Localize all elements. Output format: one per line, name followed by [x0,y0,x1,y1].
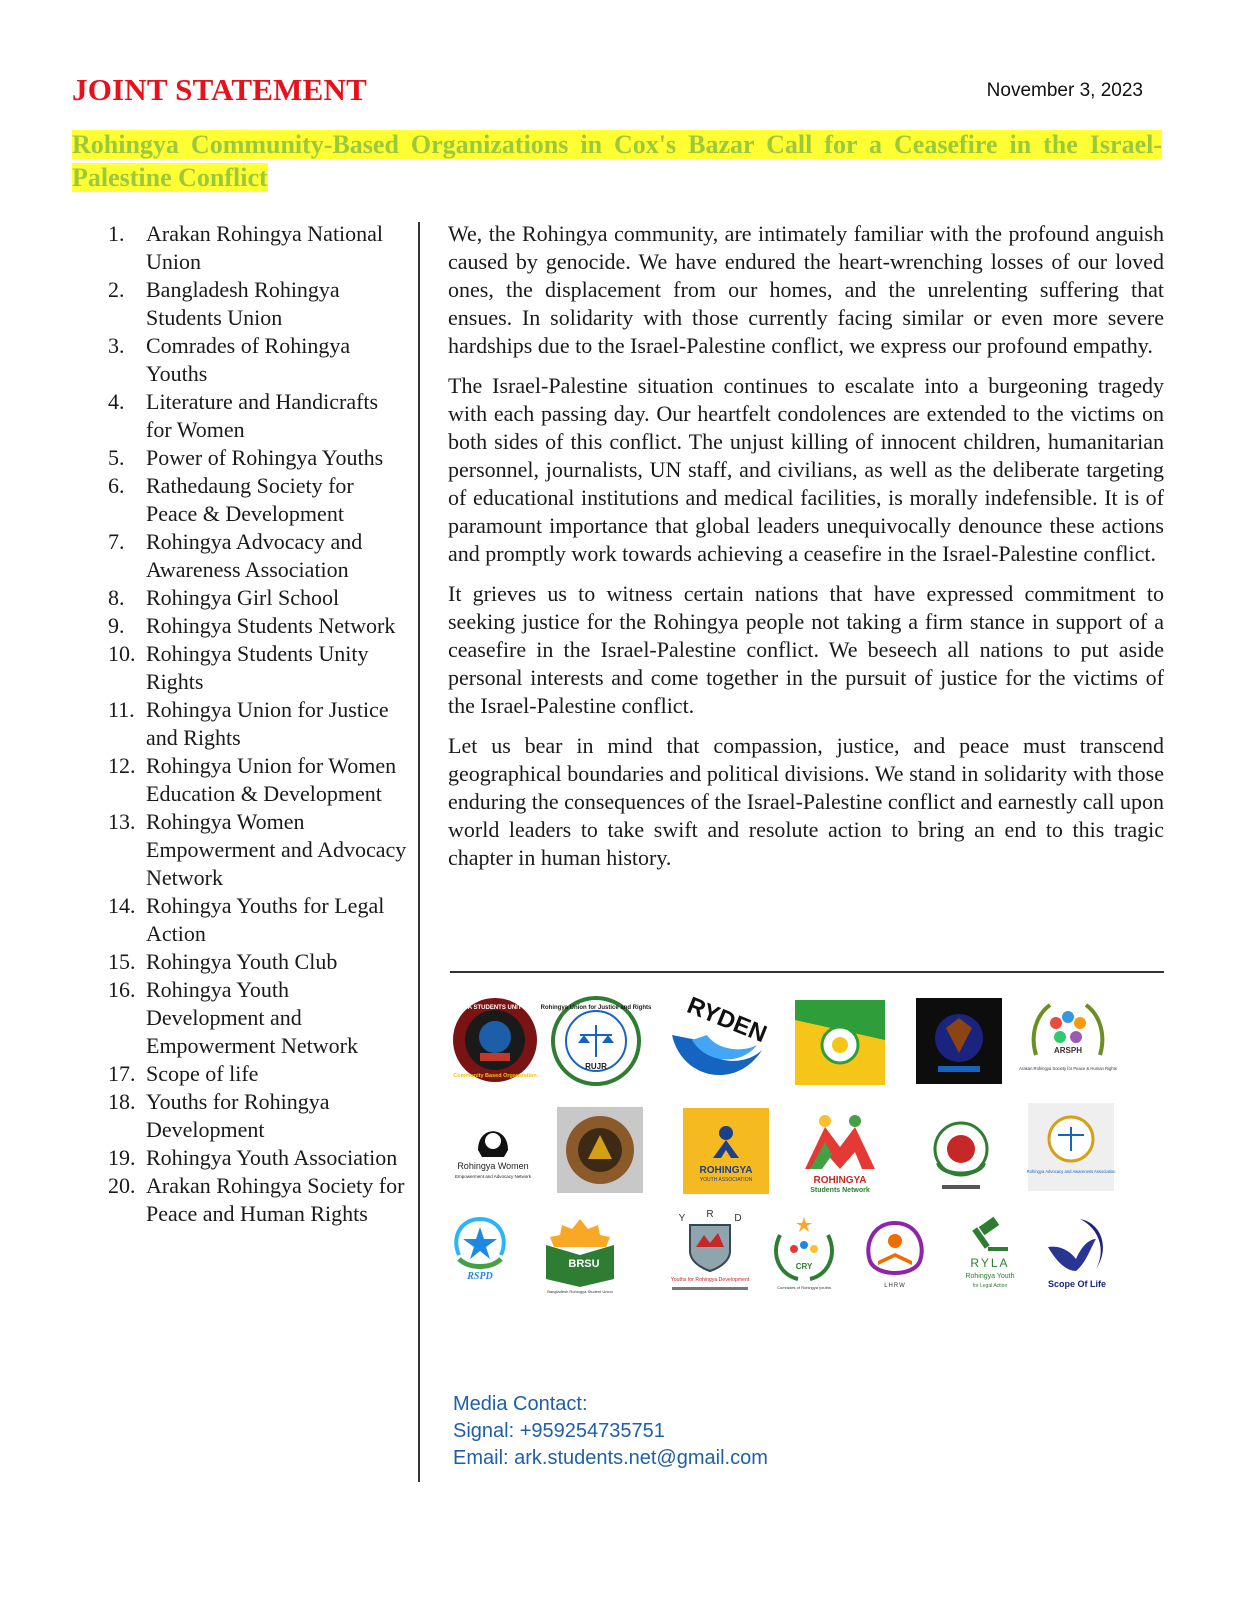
organization-name: Scope of life [146,1061,259,1086]
scope-of-life-logo-text: Scope Of Life [1047,1279,1107,1289]
organization-number: 8. [108,585,125,610]
media-contact [453,1391,768,1472]
ryden-logo-text: RYDEN [683,991,771,1049]
statement-title: JOINT STATEMENT [72,72,367,107]
green-yellow-logo [795,1000,885,1085]
organization-name: Rohingya Youths for Legal Action [146,893,385,946]
organization-item [108,584,408,612]
lhrw-logo-text: LHRW [884,1283,906,1289]
ryden-logo [662,991,777,1095]
scope-of-life-logo [1040,1215,1114,1295]
lhrw-logo [860,1217,930,1293]
rsur-logo [440,995,550,1085]
organization-name: Bangladesh Rohingya Students Union [146,277,340,330]
rujr-logo-abbr: RUJR [585,1062,607,1071]
organization-item [108,640,408,696]
organization-number: 19. [108,1145,136,1170]
yrd-logo-letter-y: Y [678,1213,686,1224]
organization-number: 3. [108,333,125,358]
bronze-emblem-logo [557,1107,643,1193]
arsph-logo-text: ARSPH [1053,1046,1083,1055]
logo-divider [450,971,1164,973]
organization-name: Rohingya Youth Club [146,949,338,974]
contact-email: Email: ark.students.net@gmail.com [453,1447,768,1469]
organization-number: 6. [108,473,125,498]
rsn-logo [800,1107,880,1195]
rsur-logo-text: ROHINGYA STUDENTS UNITY RIGHTS [440,1005,550,1011]
headline [72,128,1162,194]
organization-name: Rohingya Union for Justice and Rights [146,697,389,750]
brsu-logo [540,1215,620,1295]
dark-emblem-logo [916,998,1002,1084]
media-contact-heading: Media Contact: [453,1393,588,1415]
organization-number: 17. [108,1061,136,1086]
organization-name: Rathedaung Society for Peace & Development [146,473,354,526]
cry-logo-subtext: Comrades of Rohingya youths [777,1285,831,1290]
organization-name: Rohingya Girl School [146,585,340,610]
organization-name: Rohingya Union for Women Education & Development [146,753,397,806]
paragraph-1: We, the Rohingya community, are intimately familiar with the profound anguish caused by genocide. We have endured the heart-wrenching losses of our loved ones, the displacement from our homes, and the unrelenting suffering that ensues. In solidarity with those currently facing similar or even more severe hardships due to the Israel-Palestine conflict, we express our profound empathy. [448,221,1164,358]
rspd-logo-text: RSPD [467,1271,493,1282]
arsph-logo-subtext: Arakan Rohingya Society for Peace & Human Rights [1019,1066,1117,1071]
arsph-logo [1019,995,1117,1087]
organization-number: 16. [108,977,136,1002]
rya-logo-text: ROHINGYA [699,1165,753,1176]
column-divider [418,222,420,1482]
organization-number: 5. [108,445,125,470]
organization-item [108,892,408,948]
organization-number: 12. [108,753,136,778]
organization-item [108,220,408,276]
organization-item [108,276,408,332]
organization-number: 11. [108,697,135,722]
organization-name: Power of Rohingya Youths [146,445,384,470]
yrd-logo-letter-r: R [706,1209,714,1220]
rwean-logo-subtext: Empowerment and Advocacy Network [454,1174,532,1179]
cry-logo-text: CRY [795,1262,813,1271]
statement-date: November 3, 2023 [986,80,1143,101]
ryla-logo-subtext: Rohingya Youth [965,1273,1015,1280]
organization-item [108,752,408,808]
organization-item [108,808,408,892]
cry-logo [768,1215,840,1293]
organization-name: Arakan Rohingya Society for Peace and Human Rights [146,1173,405,1226]
organization-number: 20. [108,1173,136,1198]
organization-item [108,472,408,528]
ryla-logo-subtext-2: for Legal Action [972,1283,1008,1289]
organization-item [108,976,408,1060]
organization-name: Rohingya Advocacy and Awareness Association [146,529,363,582]
paragraph-3: It grieves us to witness certain nations that have expressed commitment to seeking justice for the Rohingya people not taking a firm stance in support of a ceasefire in the Israel-Palestine conflict. We beseech all nations to put aside personal interests and come together in the pursuit of justice for the victims of the Israel-Palestine conflict. [448,581,1164,718]
organization-number: 13. [108,809,136,834]
organization-name: Arakan Rohingya National Union [146,221,384,274]
organization-number: 18. [108,1089,136,1114]
paragraph-2: The Israel-Palestine situation continues to escalate into a burgeoning tragedy with each passing day. Our heartfelt condolences are extended to the victims on both sides of this conflict. The unjust killing of innocent children, humanitarian personnel, journalists, UN staff, and civilians, as well as the deliberate targeting of educational institutions and medical facilities, is morally indefensible. It is of paramount importance that global leaders unequivocally denounce these actions and promptly work towards achieving a ceasefire in the Israel-Palestine conflict. [448,373,1164,566]
rujr-logo-text: Rohingya Union for Justice and Rights [540,1005,652,1011]
organization-name: Comrades of Rohingya Youths [146,333,351,386]
rya-logo [683,1108,769,1194]
yrd-logo-letter-d: D [734,1213,742,1224]
rspd-logo [445,1213,515,1285]
organization-item [108,332,408,388]
organization-item [108,1172,408,1228]
logo-grid [440,991,1164,1345]
organization-item [108,528,408,584]
organization-number: 2. [108,277,125,302]
ryla-logo [940,1217,1040,1293]
organization-number: 4. [108,389,125,414]
organization-name: Rohingya Students Unity Rights [146,641,369,694]
rsn-logo-subtext: Students Network [810,1187,870,1194]
rwean-logo [438,1115,548,1185]
organization-name: Rohingya Students Network [146,613,396,638]
raaa-logo [1028,1103,1114,1191]
organization-name: Literature and Handicrafts for Women [146,389,379,442]
organization-item [108,696,408,752]
rsn-logo-text: ROHINGYA [813,1175,867,1186]
rsur-logo-subtext: Community Based Organization [453,1073,537,1079]
organization-item [108,388,408,444]
rya-logo-subtext: YOUTH ASSOCIATION [699,1177,753,1183]
ryla-logo-text: RYLA [970,1256,1010,1270]
signal-number: Signal: +959254735751 [453,1420,665,1442]
organization-number: 14. [108,893,136,918]
organization-number: 10. [108,641,136,666]
organization-name: Rohingya Youth Development and Empowerment Network [146,977,358,1058]
yrd-logo-subtext: Youths for Rohingya Development [670,1277,750,1283]
statement-body [448,220,1164,884]
headline-text: Rohingya Community-Based Organizations in Cox's Bazar Call for a Ceasefire in the Israel-Palestine Conflict [72,130,1162,192]
paragraph-4: Let us bear in mind that compassion, justice, and peace must transcend geographical boundaries and political divisions. We stand in solidarity with those enduring the consequences of the Israel-Palestine conflict and earnestly call upon world leaders to take swift and resolute action to bring an end to this tragic chapter in human history. [448,733,1164,870]
organization-item [108,444,408,472]
organization-number: 1. [108,221,125,246]
organization-name: Rohingya Youth Association [146,1145,398,1170]
green-red-emblem-logo [928,1113,994,1195]
organization-item [108,612,408,640]
rwean-logo-text: Rohingya Women [457,1161,529,1171]
organization-list [108,220,408,1228]
raaa-logo-subtext: Rohingya Advocacy and Awareness Association [1026,1169,1116,1174]
organization-item [108,1144,408,1172]
brsu-logo-subtext: Bangladesh Rohingya Student Union [547,1289,613,1294]
organization-number: 9. [108,613,125,638]
organization-name: Youths for Rohingya Development [146,1089,330,1142]
organization-item [108,1060,408,1088]
organization-number: 7. [108,529,125,554]
rujr-logo [540,995,652,1087]
organization-name: Rohingya Women Empowerment and Advocacy Network [146,809,407,890]
organization-number: 15. [108,949,136,974]
organization-item [108,1088,408,1144]
organization-item [108,948,408,976]
yrd-logo [662,1207,758,1297]
brsu-logo-text: BRSU [568,1258,600,1270]
